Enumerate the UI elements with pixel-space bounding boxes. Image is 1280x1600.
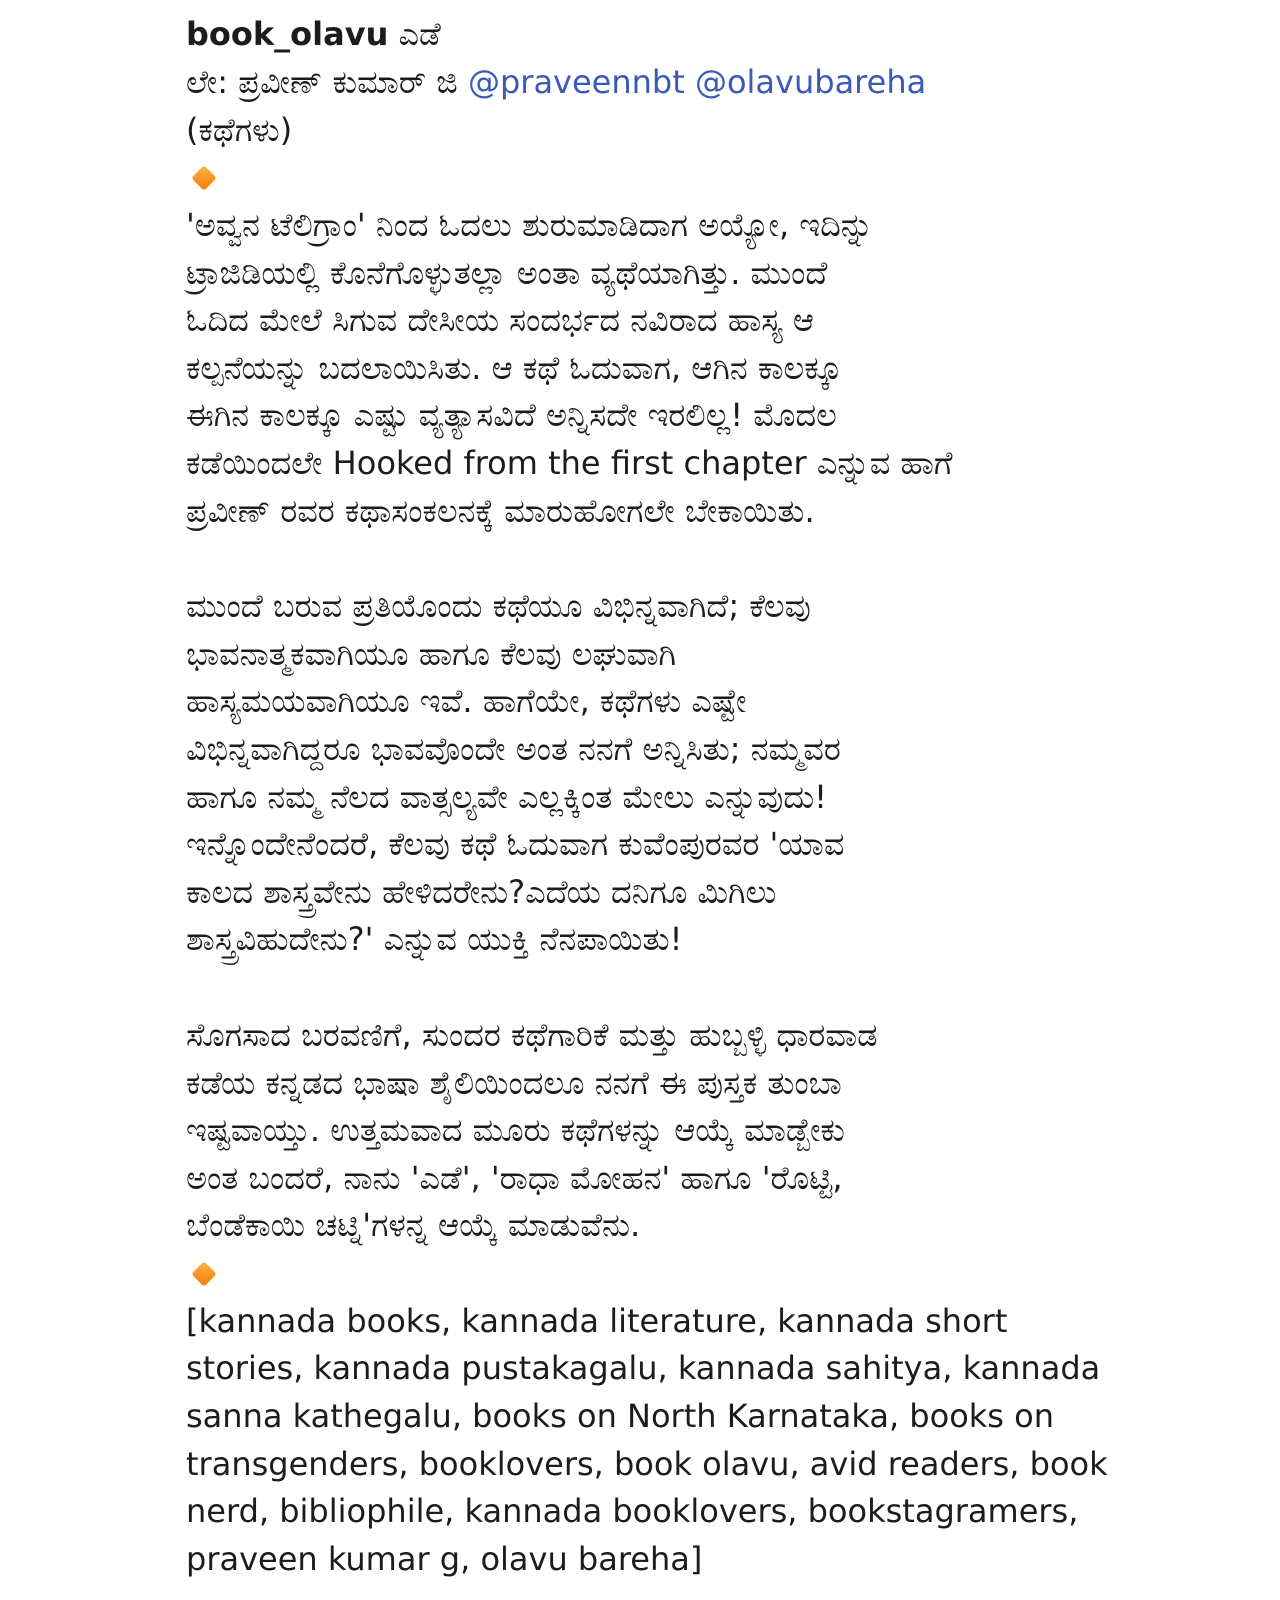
paragraph-line: ಇನ್ನೊಂದೇನೆಂದರೆ, ಕೆಲವು ಕಥೆ ಓದುವಾಗ ಕುವೆಂಪುರವರ 'ಯಾವ: [186, 825, 845, 864]
book-title: ಎಡೆ: [398, 15, 441, 53]
mention-praveennbt[interactable]: @praveennbt: [467, 63, 685, 101]
mention-olavubareha[interactable]: @olavubareha: [694, 63, 927, 101]
paragraph-line: ಬೆಂಡೆಕಾಯಿ ಚಟ್ನಿ'ಗಳನ್ನ ಆಯ್ಕೆ ಮಾಡುವೆನು.: [186, 1206, 641, 1245]
paragraph-line: ಹಾಗೂ ನಮ್ಮ ನೆಲದ ವಾತ್ಸಲ್ಯವೇ ಎಲ್ಲಕ್ಕಿಂತ ಮೇಲು ಎನ್ನುವುದು!: [186, 777, 827, 816]
post-caption: [186, 10, 1108, 1583]
tags-line: [kannada books, kannada literature, kannada short: [186, 1301, 1008, 1340]
paragraph-line: ಇಷ್ಟವಾಯ್ತು. ಉತ್ತಮವಾದ ಮೂರು ಕಥೆಗಳನ್ನು ಆಯ್ಕೆ ಮಾಡ್ಬೇಕು: [186, 1111, 845, 1150]
tags-line: nerd, bibliophile, kannada booklovers, bookstagramers,: [186, 1492, 1079, 1531]
author-name: ಲೇ: ಪ್ರವೀಣ್ ಕುಮಾರ್ ಜಿ: [186, 63, 458, 101]
hashtag-list: [186, 1298, 1108, 1584]
review-paragraph-3: [186, 1012, 1086, 1250]
paragraph-line: ಪ್ರವೀಣ್ ರವರ ಕಥಾಸಂಕಲನಕ್ಕೆ ಮಾರುಹೋಗಲೇ ಬೇಕಾಯಿತು.: [186, 491, 815, 530]
orange-diamond-icon: [191, 165, 216, 190]
paragraph-line: ಶಾಸ್ತ್ರವಿಹುದೇನು?' ಎನ್ನುವ ಯುಕ್ತಿ ನೆನಪಾಯಿತು!: [186, 920, 683, 959]
paragraph-line: ಕಾಲದ ಶಾಸ್ತ್ರವೇನು ಹೇಳಿದರೇನು?ಎದೆಯ ದನಿಗೂ ಮಿಗಿಲು: [186, 872, 777, 911]
tags-line: stories, kannada pustakagalu, kannada sahitya, kannada: [186, 1349, 1101, 1388]
caption-header: [186, 10, 1086, 58]
paragraph-line: ಕಡೆಯ ಕನ್ನಡದ ಭಾಷಾ ಶೈಲಿಯಿಂದಲೂ ನನಗೆ ಈ ಪುಸ್ತಕ ತುಂಬಾ: [186, 1063, 842, 1102]
tags-line: sanna kathegalu, books on North Karnataka, books on: [186, 1397, 1054, 1436]
paragraph-line: ಹಾಸ್ಯಮಯವಾಗಿಯೂ ಇವೆ. ಹಾಗೆಯೇ, ಕಥೆಗಳು ಎಷ್ಟೇ: [186, 682, 747, 721]
paragraph-line: ಕಡೆಯಿಂದಲೇ Hooked from the first chapter ಎನ್ನುವ ಹಾಗೆ: [186, 443, 953, 482]
review-paragraph-1: [186, 202, 1086, 535]
orange-diamond-icon: [191, 1261, 216, 1286]
username[interactable]: book_olavu: [186, 15, 389, 53]
review-paragraph-2: [186, 583, 1086, 964]
paragraph-line: 'ಅವ್ವನ ಟೆಲಿಗ್ರಾಂ' ನಿಂದ ಓದಲು ಶುರುಮಾಡಿದಾಗ ಅಯ್ಯೋ, ಇದಿನ್ನು: [186, 206, 874, 244]
genre-label: (ಕಥೆಗಳು): [186, 111, 293, 149]
paragraph-line: ಈಗಿನ ಕಾಲಕ್ಕೂ ಎಷ್ಟು ವ್ಯತ್ಯಾಸವಿದೆ ಅನ್ನಿಸದೇ ಇರಲಿಲ್ಲ! ಮೊದಲ: [186, 396, 837, 435]
author-line: [186, 58, 1086, 106]
paragraph-line: ಭಾವನಾತ್ಮಕವಾಗಿಯೂ ಹಾಗೂ ಕೆಲವು ಲಘುವಾಗಿ: [186, 634, 677, 673]
paragraph-gap: [186, 964, 1086, 1012]
paragraph-line: ಕಲ್ಪನೆಯನ್ನು ಬದಲಾಯಿಸಿತು. ಆ ಕಥೆ ಓದುವಾಗ, ಆಗಿನ ಕಾಲಕ್ಕೂ: [186, 348, 843, 387]
paragraph-line: ಓದಿದ ಮೇಲೆ ಸಿಗುವ ದೇಸೀಯ ಸಂದರ್ಭದ ನವಿರಾದ ಹಾಸ್ಯ ಆ: [186, 301, 814, 340]
paragraph-line: ಮುಂದೆ ಬರುವ ಪ್ರತಿಯೊಂದು ಕಥೆಯೂ ವಿಭಿನ್ನವಾಗಿದೆ; ಕೆಲವು: [186, 587, 811, 626]
tags-line: praveen kumar g, olavu bareha]: [186, 1539, 703, 1578]
tags-line: transgenders, booklovers, book olavu, avid readers, book: [186, 1444, 1108, 1483]
paragraph-line: ಟ್ರಾಜಿಡಿಯಲ್ಲಿ ಕೊನೆಗೊಳ್ಳುತಲ್ಲಾ ಅಂತಾ ವ್ಯಥೆಯಾಗಿತ್ತು. ಮುಂದೆ: [186, 253, 828, 292]
paragraph-line: ವಿಭಿನ್ನವಾಗಿದ್ದರೂ ಭಾವವೊಂದೇ ಅಂತ ನನಗೆ ಅನ್ನಿಸಿತು; ನಮ್ಮವರ: [186, 729, 841, 768]
paragraph-line: ಅಂತ ಬಂದರೆ, ನಾನು 'ಎಡೆ', 'ರಾಧಾ ಮೋಹನ' ಹಾಗೂ 'ರೊಟ್ಟಿ,: [186, 1158, 843, 1197]
paragraph-line: ಸೊಗಸಾದ ಬರವಣಿಗೆ, ಸುಂದರ ಕಥೆಗಾರಿಕೆ ಮತ್ತು ಹುಬ್ಬಳ್ಳಿ ಧಾರವಾಡ: [186, 1015, 878, 1054]
paragraph-gap: [186, 535, 1086, 583]
